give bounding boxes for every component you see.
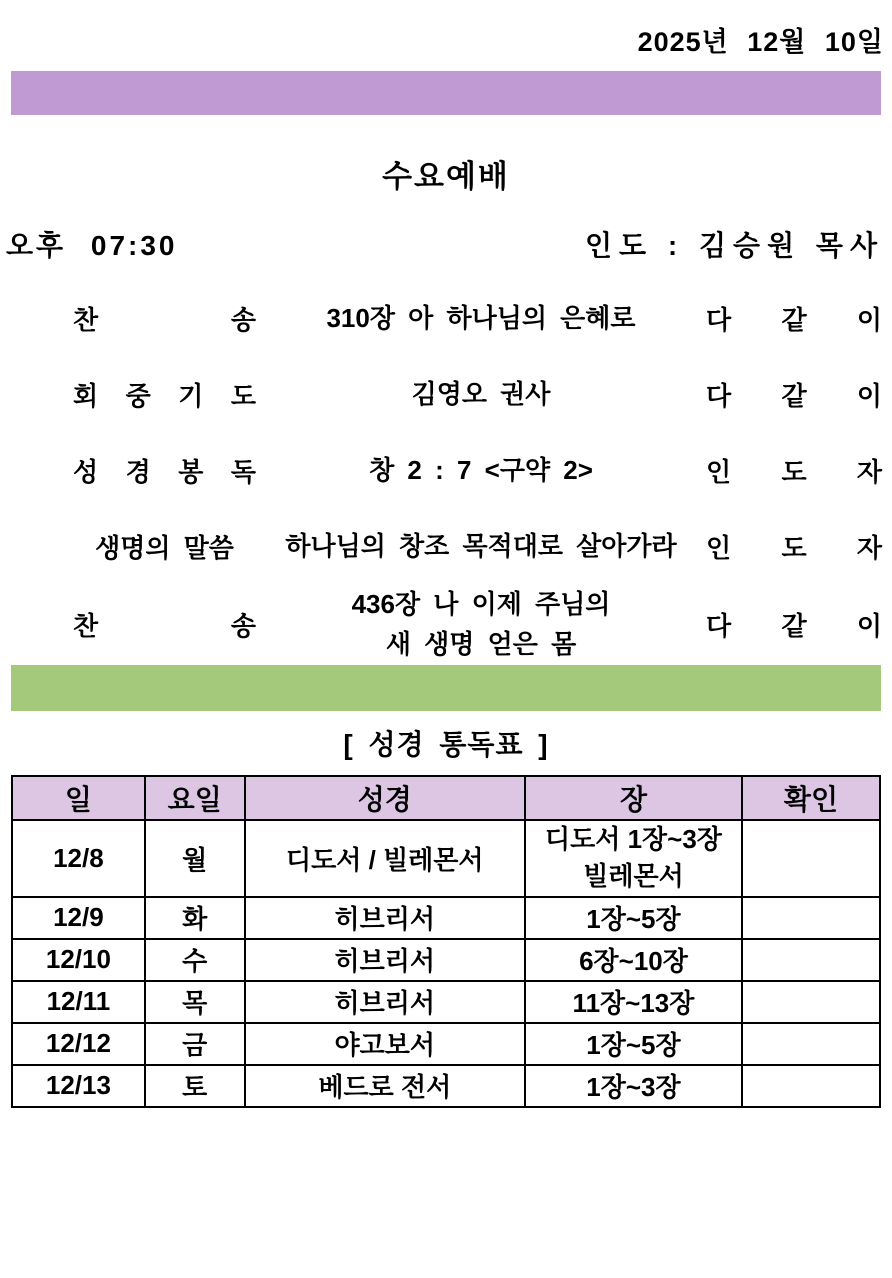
- table-row: [12, 897, 880, 939]
- service-row-content: [256, 374, 706, 414]
- cell-book: 히브리서: [245, 939, 525, 981]
- cell-chapters-line1: 1장~5장: [586, 1030, 681, 1061]
- service-row-content: [256, 450, 706, 490]
- service-row-label: 찬 송: [73, 304, 256, 335]
- bible-reading-table: [11, 775, 881, 1108]
- cell-check[interactable]: [742, 981, 880, 1023]
- service-row-by: 인 도 자: [706, 456, 882, 487]
- cell-day: 토: [145, 1065, 245, 1107]
- cell-chapters-line1: 1장~3장: [586, 1072, 681, 1103]
- table-row: [12, 981, 880, 1023]
- cell-chapters: [525, 939, 742, 981]
- cell-day: 화: [145, 897, 245, 939]
- service-row: [0, 356, 892, 432]
- table-row: [12, 820, 880, 897]
- service-row-content-line1: 436장 나 이제 주님의: [351, 589, 611, 619]
- column-header: 장: [525, 776, 742, 820]
- cell-day: 금: [145, 1023, 245, 1065]
- cell-chapters: [525, 820, 742, 897]
- service-row-label: 찬 송: [73, 610, 256, 641]
- column-header: 요일: [145, 776, 245, 820]
- bulletin-date: 2025년 12월 10일: [637, 27, 884, 57]
- reading-table-body: [12, 820, 880, 1107]
- cell-check[interactable]: [742, 1065, 880, 1107]
- cell-check[interactable]: [742, 897, 880, 939]
- cell-day: 수: [145, 939, 245, 981]
- cell-chapters: [525, 1065, 742, 1107]
- cell-chapters-line2: 빌레몬서: [583, 861, 684, 892]
- service-row: [0, 280, 892, 356]
- table-row: [12, 939, 880, 981]
- service-row-by: 다 같 이: [706, 380, 882, 411]
- cell-book: 히브리서: [245, 897, 525, 939]
- service-time: 오후 07:30: [6, 230, 178, 261]
- time-leader-row: [0, 224, 892, 264]
- cell-book: 베드로 전서: [245, 1065, 525, 1107]
- column-header: 확인: [742, 776, 880, 820]
- cell-date: 12/9: [12, 897, 145, 939]
- service-row-content-line1: 310장 아 하나님의 은혜로: [326, 302, 636, 333]
- cell-check[interactable]: [742, 1023, 880, 1065]
- cell-book: 디도서 / 빌레몬서: [245, 820, 525, 897]
- bulletin-page: [0, 20, 892, 1278]
- cell-chapters: [525, 1023, 742, 1065]
- cell-book: 히브리서: [245, 981, 525, 1023]
- cell-date: 12/13: [12, 1065, 145, 1107]
- cell-chapters-line1: 1장~5장: [586, 904, 681, 935]
- cell-check[interactable]: [742, 820, 880, 897]
- service-row-label: 생명의 말씀: [95, 532, 234, 563]
- cell-date: 12/11: [12, 981, 145, 1023]
- service-row-content-line1: 김영오 권사: [411, 378, 551, 409]
- table-row: [12, 1065, 880, 1107]
- column-header: 일: [12, 776, 145, 820]
- service-row: [0, 508, 892, 584]
- cell-book: 야고보서: [245, 1023, 525, 1065]
- service-title: 수요예배: [382, 159, 510, 194]
- service-row-by: 다 같 이: [706, 304, 882, 335]
- order-of-service: [0, 280, 892, 665]
- cell-chapters: [525, 981, 742, 1023]
- service-row-content: [256, 298, 706, 338]
- cell-day: 월: [145, 820, 245, 897]
- service-row-content-line2: 새 생명 얻은 몸: [385, 629, 577, 660]
- service-row-by: 다 같 이: [706, 610, 882, 641]
- column-header: 성경: [245, 776, 525, 820]
- cell-chapters-line1: 디도서 1장~3장: [545, 823, 722, 854]
- service-row-label: 성 경 봉 독: [73, 456, 256, 487]
- purple-divider-bar: [11, 71, 881, 115]
- cell-check[interactable]: [742, 939, 880, 981]
- service-row-label: 회 중 기 도: [73, 380, 256, 411]
- cell-date: 12/8: [12, 820, 145, 897]
- cell-chapters-line1: 11장~13장: [572, 988, 695, 1019]
- cell-date: 12/12: [12, 1023, 145, 1065]
- service-row-content: [256, 584, 706, 665]
- service-row-content-line1: 창 2 : 7 <구약 2>: [369, 454, 593, 485]
- cell-chapters-line1: 6장~10장: [579, 946, 688, 977]
- cell-chapters: [525, 897, 742, 939]
- service-row-content-line1: 하나님의 창조 목적대로 살아가라: [285, 530, 677, 561]
- service-leader: 인도 : 김승원 목사: [585, 230, 884, 261]
- cell-date: 12/10: [12, 939, 145, 981]
- reading-table-header-row: [12, 776, 880, 820]
- table-row: [12, 1023, 880, 1065]
- service-row: [0, 432, 892, 508]
- service-row-by: 인 도 자: [706, 532, 882, 563]
- cell-day: 목: [145, 981, 245, 1023]
- green-divider-bar: [11, 665, 881, 711]
- reading-table-title: [ 성경 통독표 ]: [343, 728, 549, 760]
- service-row: [0, 584, 892, 665]
- service-row-content: [256, 526, 706, 566]
